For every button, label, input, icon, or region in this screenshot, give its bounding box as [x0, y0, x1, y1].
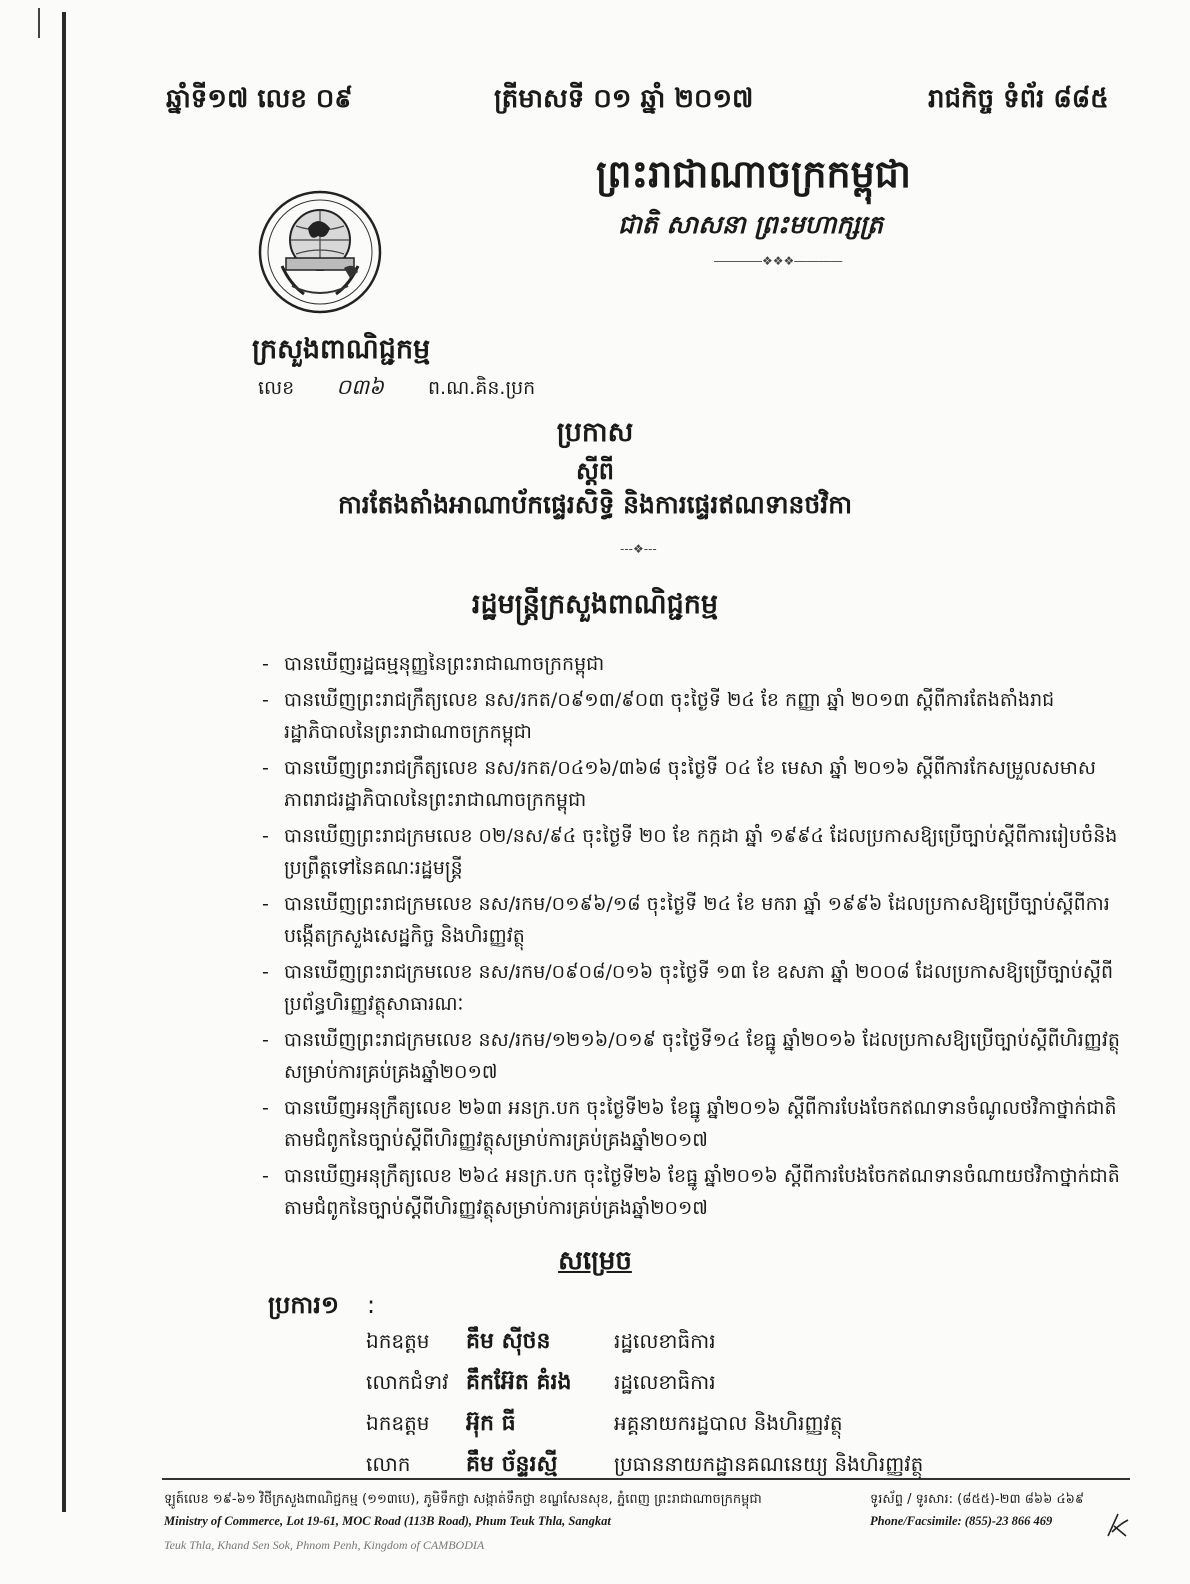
consideration-item: - បានឃើញព្រះរាជក្រឹត្យលេខ នស/រកត/០៤១៦/៣៦៨ ចុះថ្ងៃទី ០៤ ខែ មេសា ឆ្នាំ ២០១៦ ស្តីពីការកែសម្រួលសមាសភាពរាជរដ្ឋាភិបាលនៃព្រះរាជាណាចក្រកម្ពុជា: [262, 757, 1096, 811]
appointee-name: គឹម ច័ន្ទរស្មី: [466, 1451, 558, 1477]
appointees-table: [366, 1322, 1126, 1486]
appointee-row: [366, 1404, 1126, 1445]
consideration-item: - បានឃើញអនុក្រឹត្យលេខ ២៦៤ អនក្រ.បក ចុះថ្ងៃទី២៦ ខែធ្នូ ឆ្នាំ២០១៦ ស្តីពីការបែងចែកឥណទានចំណាយថវិកាថ្នាក់ជាតិតាមជំពូកនៃច្បាប់ស្តីពីហិរញ្ញវត្ថុសម្រាប់ការគ្រប់គ្រងឆ្នាំ២០១៧: [262, 1165, 1120, 1219]
binding-margin-mark: [38, 8, 40, 38]
ministry-name: ក្រសួងពាណិជ្ជកម្ម: [252, 334, 431, 365]
consideration-item: - បានឃើញអនុក្រឹត្យលេខ ២៦៣ អនក្រ.បក ចុះថ្ងៃទី២៦ ខែធ្នូ ឆ្នាំ២០១៦ ស្តីពីការបែងចែកឥណទានចំណូលថវិកាថ្នាក់ជាតិតាមជំពូកនៃច្បាប់ស្តីពីហិរញ្ញវត្ថុសម្រាប់ការគ្រប់គ្រងឆ្នាំ២០១៧: [262, 1097, 1117, 1151]
ministry-seal-logo: [256, 188, 384, 316]
consideration-item: - បានឃើញព្រះរាជក្រឹត្យលេខ នស/រកត/០៩១៣/៩០៣ ចុះថ្ងៃទី ២៤ ខែ កញ្ញា ឆ្នាំ ២០១៣ ស្តីពីការតែងតាំងរាជរដ្ឋាភិបាលនៃព្រះរាជាណាចក្រកម្ពុជា: [262, 689, 1055, 743]
divider-ornament: ――――❖❖❖――――: [714, 254, 843, 268]
appointee-title: លោកជំទាវ: [366, 1369, 449, 1394]
appointee-name: អ៊ុក ធី: [466, 1410, 516, 1436]
reference-code: ព.ណ.គិន.ប្រក: [427, 377, 536, 399]
reference-number-line: [258, 374, 535, 405]
consideration-item: - បានឃើញព្រះរាជក្រមលេខ នស/រកម/១២១៦/០១៩ ចុះថ្ងៃទី១៤ ខែធ្នូ ឆ្នាំ២០១៦ ដែលប្រកាសឱ្យប្រើច្បាប់ស្តីពីហិរញ្ញវត្ថុសម្រាប់ការគ្រប់គ្រងឆ្នាំ២០១៧: [262, 1029, 1120, 1083]
footer-address-khmer: ឡូត៍លេខ ១៩-៦១ វិថីក្រសួងពាណិជ្ជកម្ម (១១៣បេ), ភូមិទឹកថ្លា សង្កាត់ទឹកថ្លា ខណ្ឌសែនសុខ, ភ្នំពេញ ព្រះរាជាណាចក្រកម្ពុជា: [164, 1492, 762, 1507]
handwritten-initial-mark: [1104, 1510, 1130, 1540]
appointee-row: [366, 1322, 1126, 1363]
issuer-title: រដ្ឋមន្ត្រីក្រសួងពាណិជ្ជកម្ម: [471, 589, 719, 620]
consideration-item: - បានឃើញព្រះរាជក្រមលេខ នស/រកម/០៩០៨/០១៦ ចុះថ្ងៃទី ១៣ ខែ ឧសភា ឆ្នាំ ២០០៨ ដែលប្រកាសឱ្យប្រើច្បាប់ស្តីពីប្រព័ន្ធហិរញ្ញវត្ថុសាធារណៈ: [262, 961, 1114, 1015]
consideration-item: - បានឃើញព្រះរាជក្រមលេខ ០២/នស/៩៤ ចុះថ្ងៃទី ២០ ខែ កក្កដា ឆ្នាំ ១៩៩៤ ដែលប្រកាសឱ្យប្រើច្បាប់ស្តីពីការរៀបចំនិងប្រព្រឹត្តទៅនៃគណៈរដ្ឋមន្ត្រី: [262, 825, 1118, 879]
national-motto: ជាតិ សាសនា ព្រះមហាក្សត្រ: [618, 210, 883, 239]
binding-margin-line: [62, 12, 66, 1512]
appointee-position: រដ្ឋលេខាធិការ: [614, 1369, 716, 1394]
appointee-title: ឯកឧត្តម: [366, 1328, 430, 1353]
appointee-position: អគ្គនាយករដ្ឋបាល និងហិរញ្ញវត្ថុ: [614, 1410, 843, 1435]
footer-phone-english: Phone/Facsimile: (855)-23 866 469: [870, 1514, 1053, 1528]
appointee-row: [366, 1363, 1126, 1404]
document-type: ប្រកាស: [556, 417, 634, 448]
gazette-year-number: ឆ្នាំទី១៧ លេខ ០៩: [166, 84, 353, 114]
decision-title: សម្រេច: [558, 1246, 632, 1276]
appointee-position: រដ្ឋលេខាធិការ: [614, 1328, 716, 1353]
kingdom-title: ព្រះរាជាណាចក្រកម្ពុជា: [596, 152, 911, 196]
consideration-item: - បានឃើញរដ្ឋធម្មនុញ្ញនៃព្រះរាជាណាចក្រកម្ពុជា: [262, 653, 605, 675]
reference-label: លេខ: [258, 377, 295, 399]
article-colon: :: [367, 1291, 376, 1319]
footer-address-english-cont: Teuk Thla, Khand Sen Sok, Phnom Penh, Kingdom of CAMBODIA: [164, 1538, 485, 1552]
divider-ornament-small: ---❖---: [620, 542, 657, 556]
footer-phone-khmer: ទូរស័ព្ទ / ទូរសារ: (៨៥៥)-២៣ ៨៦៦ ៤៦៩: [870, 1492, 1085, 1507]
appointee-name: គឹម ស៊ីថន: [466, 1328, 551, 1354]
considerations-list: [262, 648, 1122, 1228]
consideration-item: - បានឃើញព្រះរាជក្រមលេខ នស/រកម/០១៩៦/១៨ ចុះថ្ងៃទី ២៤ ខែ មករា ឆ្នាំ ១៩៩៦ ដែលប្រកាសឱ្យប្រើច្បាប់ស្តីពីការបង្កើតក្រសួងសេដ្ឋកិច្ច និងហិរញ្ញវត្ថុ: [262, 893, 1110, 947]
reference-number: ០៣៦: [336, 375, 384, 399]
footer-address-english: Ministry of Commerce, Lot 19-61, MOC Road (113B Road), Phum Teuk Thla, Sangkat: [164, 1514, 611, 1528]
appointee-title: លោក: [366, 1451, 411, 1476]
document-subject: ការតែងតាំងអាណាប័កផ្ទេរសិទ្ធិ និងការផ្ទេរឥណទានថវិកា: [337, 490, 853, 519]
appointee-position: ប្រធាននាយកដ្ឋានគណនេយ្យ និងហិរញ្ញវត្ថុ: [614, 1451, 924, 1476]
article-1-heading: [268, 1290, 375, 1325]
gazette-page: រាជកិច្ច ទំព័រ ៨៨៥: [928, 84, 1109, 114]
appointee-title: ឯកឧត្តម: [366, 1410, 430, 1435]
document-about: ស្តីពី: [575, 457, 615, 485]
gazette-quarter: ត្រីមាសទី ០១ ឆ្នាំ ២០១៧: [494, 84, 754, 114]
article-label: ប្រការ១: [268, 1291, 340, 1319]
footer-rule: [162, 1478, 1130, 1480]
appointee-name: គឹកអ៊ែត គំរង: [466, 1369, 572, 1395]
